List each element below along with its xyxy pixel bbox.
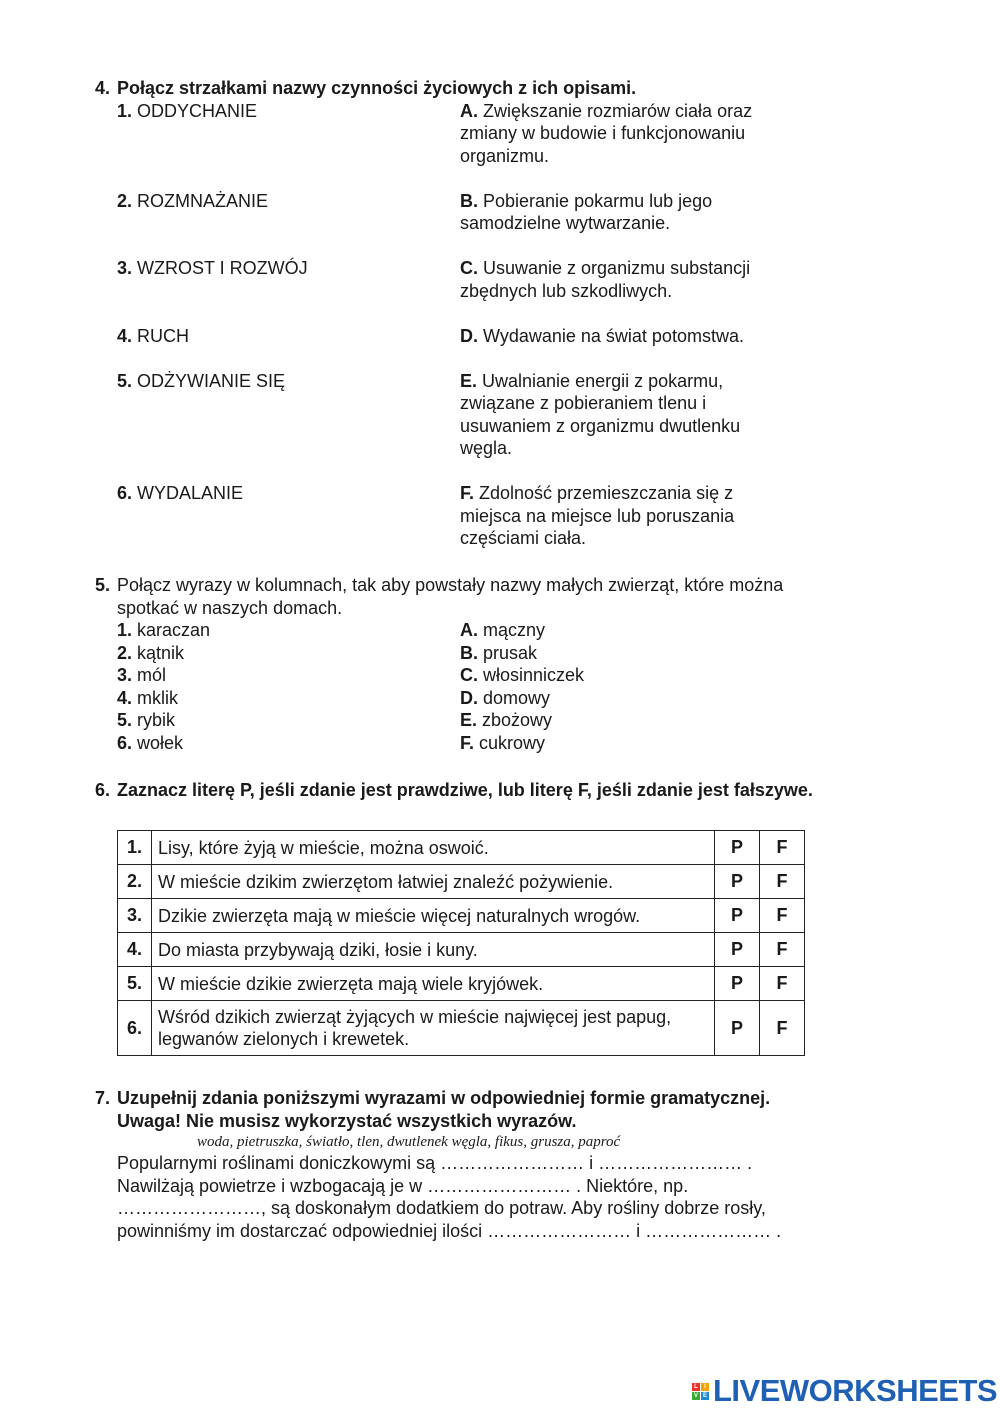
left-item-text: ODDYCHANIE [132, 100, 258, 121]
table-row [118, 899, 805, 933]
row-number: 5. [118, 967, 152, 1001]
answer-true[interactable]: P [715, 831, 760, 865]
left-item-number: 6. [117, 732, 133, 753]
right-item-text: prusak [478, 642, 538, 663]
row-number: 6. [118, 1001, 152, 1056]
left-item [117, 257, 460, 302]
right-item [460, 664, 785, 687]
match-pair [117, 619, 815, 642]
right-item-letter: D. [460, 687, 478, 708]
left-item-text: kątnik [132, 642, 185, 663]
match-pair [117, 642, 815, 665]
right-item-text: zbożowy [477, 710, 553, 730]
statement: Do miasta przybywają dziki, łosie i kuny. [152, 933, 715, 967]
table-row [118, 933, 805, 967]
row-number: 3. [118, 899, 152, 933]
statement: W mieście dzikie zwierzęta mają wiele kryjówek. [152, 967, 715, 1001]
match-pair [117, 370, 815, 460]
left-item-text: mól [132, 665, 167, 685]
right-item [460, 257, 785, 302]
left-item-number: 3. [117, 665, 133, 685]
right-item-letter: C. [460, 665, 478, 685]
left-item [117, 732, 460, 755]
table-row [118, 1001, 805, 1056]
question-6 [95, 779, 815, 802]
right-item-text: Pobieranie pokarmu lub jego samodzielne wytwarzanie. [460, 190, 713, 233]
answer-false[interactable]: F [760, 899, 805, 933]
right-item-letter: E. [460, 710, 478, 730]
left-item-number: 3. [117, 258, 133, 278]
left-item-text: WYDALANIE [132, 483, 244, 503]
left-item [117, 482, 460, 550]
right-item-text: Usuwanie z organizmu substancji zbędnych lub szkodliwych. [460, 258, 751, 301]
right-item [460, 619, 785, 642]
logo-icon-square: E [702, 1392, 707, 1399]
left-item-number: 1. [117, 620, 133, 640]
left-item-text: wołek [132, 732, 184, 753]
answer-true[interactable]: P [715, 1001, 760, 1056]
left-item-number: 2. [117, 190, 133, 211]
left-item [117, 619, 460, 642]
logo-icon-square: L [692, 1383, 700, 1391]
left-item [117, 642, 460, 665]
statement: Dzikie zwierzęta mają w mieście więcej naturalnych wrogów. [152, 899, 715, 933]
right-item-letter: B. [460, 642, 478, 663]
answer-false[interactable]: F [760, 831, 805, 865]
right-item-text: Wydawanie na świat potomstwa. [478, 325, 744, 346]
left-item [117, 370, 460, 460]
left-item [117, 100, 460, 168]
q5-matching-list [117, 619, 815, 754]
match-pair [117, 732, 815, 755]
right-item-letter: C. [460, 258, 478, 278]
right-item-text: Zdolność przemieszczania się z miejsca na miejsce lub poruszania częściami ciała. [460, 483, 735, 548]
table-row [118, 967, 805, 1001]
right-item-text: cukrowy [474, 732, 546, 753]
true-false-table [117, 830, 805, 1056]
left-item [117, 664, 460, 687]
question-7-title: 7. Uzupełnij zdania poniższymi wyrazami w odpowiedniej formie gramatycznej. Uwaga! Nie musisz wykorzystać wszystkich wyrazów. [95, 1088, 771, 1131]
right-item [460, 687, 785, 710]
question-4 [95, 77, 815, 550]
question-5-title: 5. Połącz wyrazy w kolumnach, tak aby powstały nazwy małych zwierząt, które można spotkać w naszych domach. [95, 575, 784, 618]
answer-true[interactable]: P [715, 865, 760, 899]
answer-true[interactable]: P [715, 933, 760, 967]
logo-icon-square: V [693, 1392, 698, 1399]
left-item-number: 5. [117, 710, 133, 730]
left-item-number: 2. [117, 642, 133, 663]
question-6-title: 6. Zaznacz literę P, jeśli zdanie jest prawdziwe, lub literę F, jeśli zdanie jest fałszywe. [95, 780, 813, 800]
liveworksheets-logo [692, 1374, 997, 1408]
match-pair [117, 100, 815, 168]
answer-false[interactable]: F [760, 933, 805, 967]
right-item-letter: F. [460, 483, 475, 503]
fill-in-text: Popularnymi roślinami doniczkowymi są …………………… i …………………… . Nawilżają powietrze i wzbogacają je w …………………… . Niektóre, np. ……………………, są doskonałym dodatkiem do potraw. Aby rośliny dobrze rosły, powinniśmy im dostarczać odpowiedniej ilości …………………… i ………………… . [117, 1153, 782, 1241]
right-item [460, 709, 785, 732]
answer-false[interactable]: F [760, 1001, 805, 1056]
match-pair [117, 664, 815, 687]
right-item-letter: A. [460, 100, 478, 121]
answer-true[interactable]: P [715, 967, 760, 1001]
left-item-number: 1. [117, 100, 133, 121]
word-bank: woda, pietruszka, światło, tlen, dwutlenek węgla, fikus, grusza, paproć [197, 1134, 621, 1150]
left-item-text: rybik [132, 710, 176, 730]
left-item [117, 709, 460, 732]
right-item-text: Uwalnianie energii z pokarmu, związane z pobieraniem tlenu i usuwaniem z organizmu dwutlenku węgla. [460, 370, 741, 458]
left-item-number: 5. [117, 370, 133, 391]
right-item-text: włosinniczek [478, 665, 585, 685]
logo-icon [692, 1383, 709, 1400]
answer-false[interactable]: F [760, 865, 805, 899]
match-pair [117, 709, 815, 732]
answer-false[interactable]: F [760, 967, 805, 1001]
match-pair [117, 687, 815, 710]
statement: Wśród dzikich zwierząt żyjących w mieście najwięcej jest papug, legwanów zielonych i krewetek. [152, 1001, 715, 1056]
right-item [460, 370, 785, 460]
right-item-text: mączny [478, 620, 546, 640]
q4-matching-list [117, 100, 815, 550]
left-item-text: ROZMNAŻANIE [132, 190, 269, 211]
right-item-letter: B. [460, 190, 478, 211]
right-item-letter: F. [460, 732, 475, 753]
match-pair [117, 482, 815, 550]
left-item [117, 687, 460, 710]
table-row [118, 831, 805, 865]
right-item [460, 642, 785, 665]
left-item [117, 190, 460, 235]
question-7 [95, 1087, 815, 1242]
left-item-number: 4. [117, 325, 133, 346]
right-item-letter: A. [460, 620, 478, 640]
right-item [460, 190, 785, 235]
logo-text: LIVEWORKSHEETS [713, 1373, 998, 1408]
left-item-text: ODŻYWIANIE SIĘ [132, 370, 286, 391]
match-pair [117, 257, 815, 302]
left-item-number: 4. [117, 687, 133, 708]
left-item-text: RUCH [132, 325, 190, 346]
row-number: 4. [118, 933, 152, 967]
right-item-text: domowy [478, 687, 551, 708]
right-item [460, 482, 785, 550]
left-item-text: mklik [132, 687, 179, 708]
right-item-letter: D. [460, 325, 478, 346]
right-item-text: Zwiększanie rozmiarów ciała oraz zmiany w budowie i funkcjonowaniu organizmu. [460, 100, 753, 166]
statement: W mieście dzikim zwierzętom łatwiej znaleźć pożywienie. [152, 865, 715, 899]
question-4-title: 4. Połącz strzałkami nazwy czynności życiowych z ich opisami. [95, 78, 637, 98]
row-number: 1. [118, 831, 152, 865]
answer-true[interactable]: P [715, 899, 760, 933]
left-item [117, 325, 460, 348]
table-row [118, 865, 805, 899]
right-item-letter: E. [460, 370, 478, 391]
right-item [460, 732, 785, 755]
row-number: 2. [118, 865, 152, 899]
logo-icon-square: I [701, 1383, 709, 1391]
left-item-number: 6. [117, 483, 133, 503]
right-item [460, 100, 785, 168]
left-item-text: karaczan [132, 620, 211, 640]
match-pair [117, 325, 815, 348]
right-item [460, 325, 785, 348]
left-item-text: WZROST I ROZWÓJ [132, 258, 308, 278]
statement: Lisy, które żyją w mieście, można oswoić. [152, 831, 715, 865]
question-5 [95, 574, 815, 754]
match-pair [117, 190, 815, 235]
